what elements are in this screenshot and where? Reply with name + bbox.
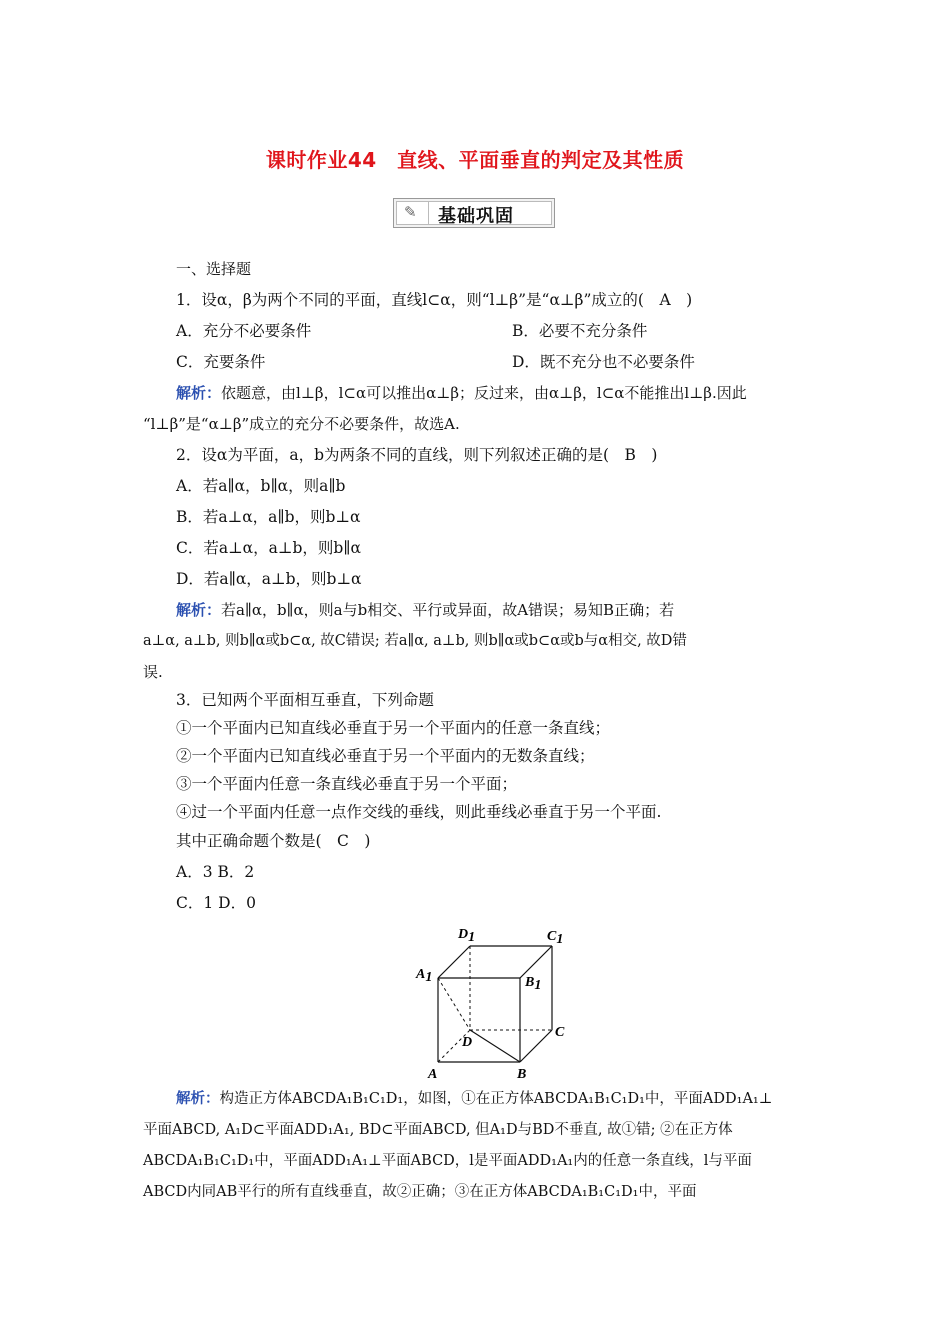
q3-item-1: ①一个平面内已知直线必垂直于另一个平面内的任意一条直线；: [176, 719, 611, 737]
q3-solution-line1: 解析：构造正方体ABCDA₁B₁C₁D₁，如图，①在正方体ABCDA₁B₁C₁D₁中，平面ADD₁A₁⊥: [176, 1091, 773, 1107]
q2-option-a: A．若a∥α，b∥α，则a∥b: [176, 477, 346, 495]
q2-solution-line1: 解析：若a∥α，b∥α，则a与b相交、平行或异面，故A错误；易知B正确；若: [176, 601, 675, 619]
pencil-icon: ✎: [404, 203, 417, 221]
solution-label: 解析：: [176, 1091, 220, 1107]
label-a1: A1: [416, 967, 433, 985]
q1-option-b: B．必要不充分条件: [512, 322, 648, 340]
q2-option-b: B．若a⊥α，a∥b，则b⊥α: [176, 508, 361, 526]
q2-option-c: C．若a⊥α，a⊥b，则b∥α: [176, 539, 361, 557]
edge-bc: [520, 1030, 552, 1062]
section-heading: 一、选择题: [176, 260, 252, 278]
q1-option-a: A．充分不必要条件: [176, 322, 312, 340]
label-c: C: [555, 1025, 565, 1040]
q1-option-c: C．充要条件: [176, 353, 266, 371]
label-d: D: [462, 1035, 473, 1050]
q3-question: 其中正确命题个数是( C ): [176, 832, 371, 850]
section-badge: [393, 198, 555, 228]
edge-b1c1: [520, 946, 552, 978]
q3-solution-line3: ABCDA₁B₁C₁D₁中，平面ADD₁A₁⊥平面ABCD，l是平面ADD₁A₁内的任意一条直线，l与平面: [143, 1153, 752, 1169]
q2-option-d: D．若a∥α，a⊥b，则b⊥α: [176, 570, 362, 588]
q3-options-cd: C．1 D．0: [176, 894, 256, 912]
solution-label: 解析：: [176, 384, 222, 402]
edge-a1d1: [438, 946, 470, 978]
label-b1: B1: [525, 975, 542, 993]
solution-label: 解析：: [176, 601, 222, 619]
q1-solution-line1: 解析：依题意，由l⊥β，l⊂α可以推出α⊥β；反过来，由α⊥β，l⊂α不能推出l⊥β.因此: [176, 384, 747, 402]
badge-label: 基础巩固: [438, 206, 514, 227]
q3-options-ab: A．3 B．2: [176, 863, 255, 881]
label-d1: D1: [458, 927, 476, 945]
cube-figure: [410, 918, 580, 1086]
q2-solution-line2: a⊥α, a⊥b, 则b∥α或b⊂α, 故C错误; 若a∥α, a⊥b, 则b∥α或b⊂α或b与α相交, 故D错: [143, 633, 687, 649]
diag-a1d: [438, 978, 470, 1030]
page-title: 课时作业44 直线、平面垂直的判定及其性质: [265, 148, 685, 172]
label-c1: C1: [547, 929, 564, 947]
q1-solution-line2: “l⊥β”是“α⊥β”成立的充分不必要条件，故选A.: [143, 415, 460, 433]
label-a: A: [428, 1067, 438, 1082]
q3-stem: 3．已知两个平面相互垂直，下列命题: [176, 691, 434, 709]
q3-item-4: ④过一个平面内任意一点作交线的垂线，则此垂线必垂直于另一个平面.: [176, 803, 662, 821]
q1-stem: 1．设α，β为两个不同的平面，直线l⊂α，则“l⊥β”是“α⊥β”成立的( A ): [176, 291, 693, 309]
q3-item-2: ②一个平面内已知直线必垂直于另一个平面内的无数条直线；: [176, 747, 595, 765]
q1-option-d: D．既不充分也不必要条件: [512, 353, 695, 371]
q3-solution-line4: ABCD内同AB平行的所有直线垂直，故②正确；③在正方体ABCDA₁B₁C₁D₁中，平面: [143, 1184, 697, 1200]
diag-bd: [470, 1030, 520, 1062]
q3-solution-line2: 平面ABCD, A₁D⊂平面ADD₁A₁, BD⊂平面ABCD, 但A₁D与BD不垂直, 故①错; ②在正方体: [143, 1122, 733, 1138]
q3-item-3: ③一个平面内任意一条直线必垂直于另一个平面；: [176, 775, 518, 793]
q2-stem: 2．设α为平面，a，b为两条不同的直线，则下列叙述正确的是( B ): [176, 446, 658, 464]
q2-solution-line3: 误.: [143, 663, 163, 681]
label-b: B: [517, 1067, 527, 1082]
